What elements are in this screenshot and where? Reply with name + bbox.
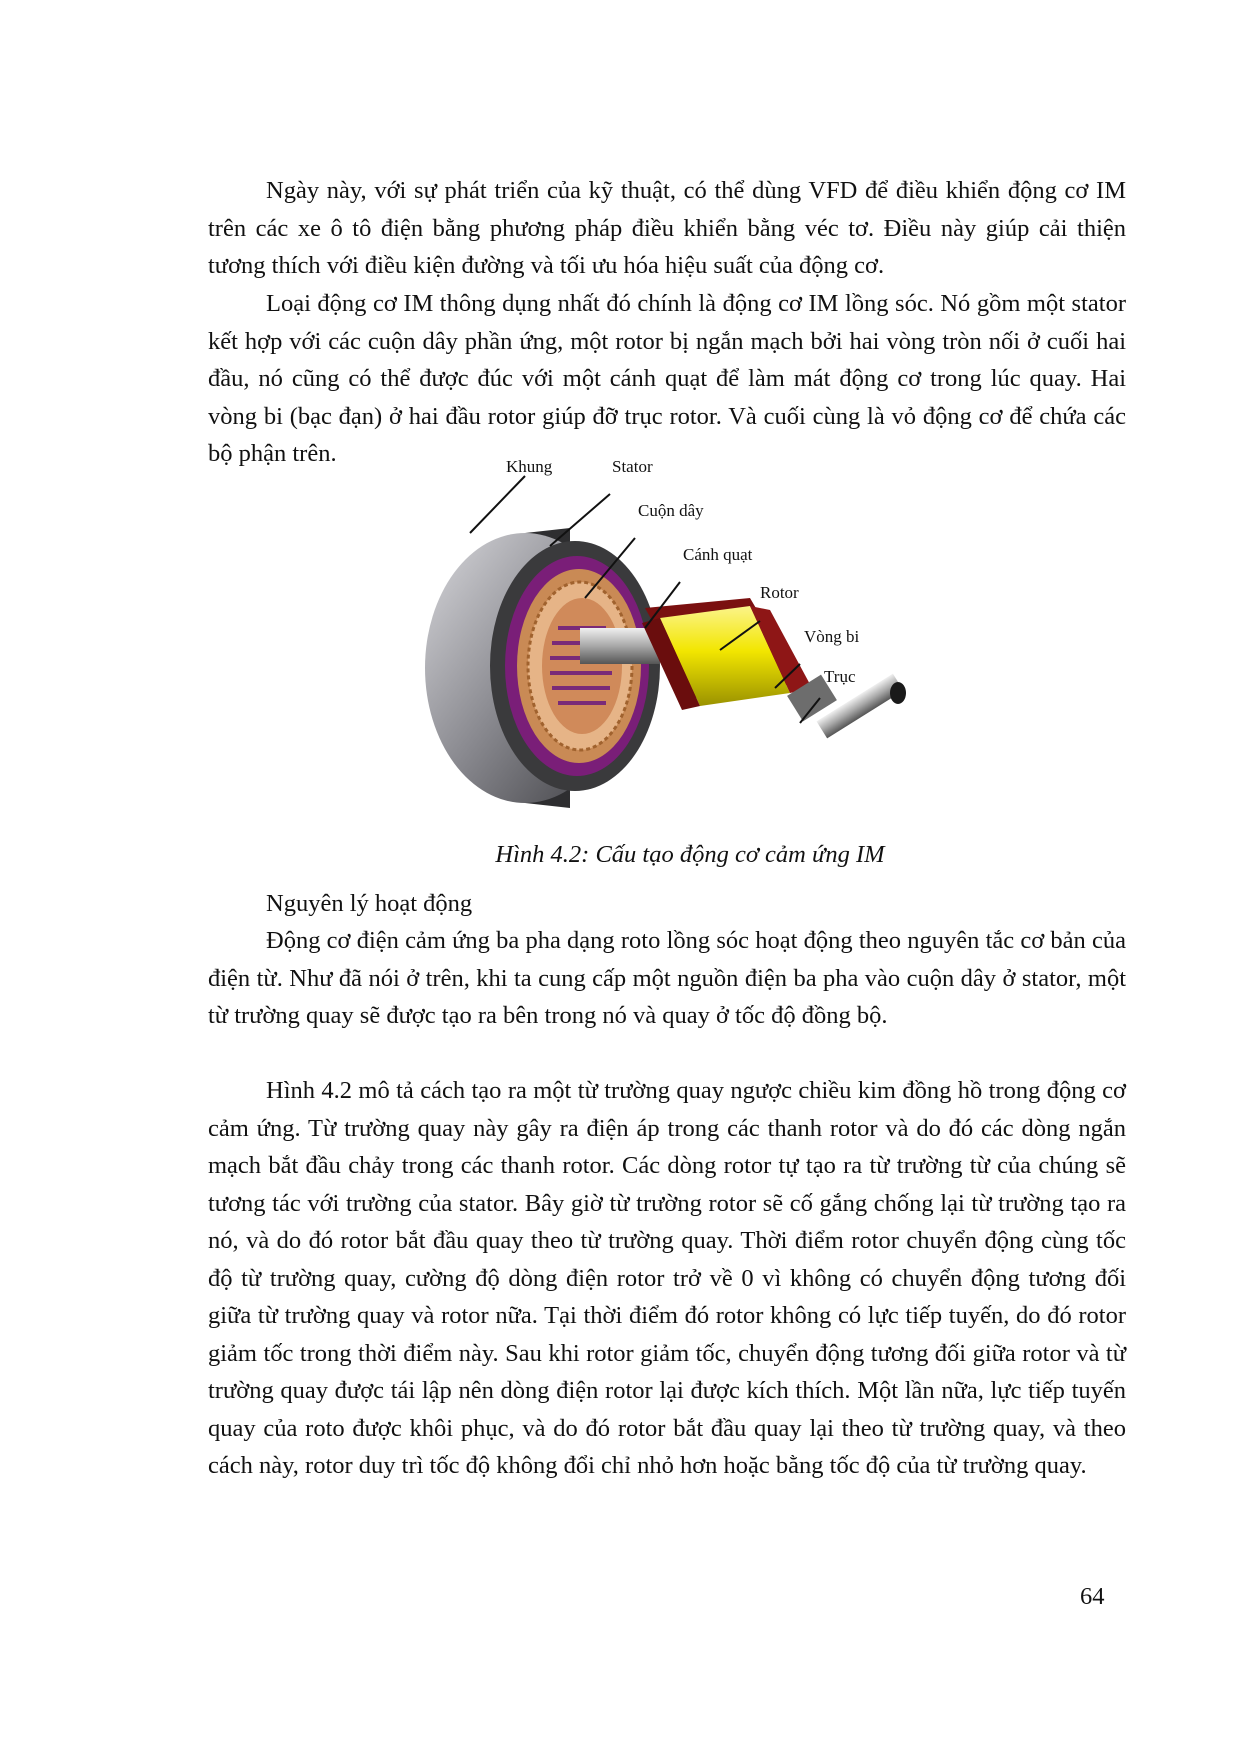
frame-shape [425,528,660,808]
label-frame: Khung [506,457,553,476]
label-bearing: Vòng bi [804,627,860,646]
paragraph-principle: Động cơ điện cảm ứng ba pha dạng roto lồng sóc hoạt động theo nguyên tắc cơ bản của điện từ. Như đã nói ở trên, khi ta cung cấp một nguồn điện ba pha vào cuộn dây ở stator, một từ trường quay sẽ được tạo ra bên trong nó và quay ở tốc độ đồng bộ. [208,927,1126,1029]
paragraph-vfd-control: Ngày này, với sự phát triển của kỹ thuật, có thể dùng VFD để điều khiển động cơ IM trên các xe ô tô điện bằng phương pháp điều khiển bằng véc tơ. Điều này giúp cải thiện tương thích với điều kiện đường và tối ưu hóa hiệu suất của động cơ. [208,177,1126,279]
page-number: 64 [1080,1583,1105,1610]
label-fan: Cánh quạt [683,545,753,564]
label-winding: Cuộn dây [638,501,704,520]
label-rotor: Rotor [760,583,799,602]
motor-figure [420,457,980,818]
induction-motor-illustration [420,457,980,818]
label-shaft: Trục [824,667,856,686]
label-stator: Stator [612,457,653,476]
paragraph-rotating-field: Hình 4.2 mô tả cách tạo ra một từ trường quay ngược chiều kim đồng hồ trong động cơ cảm ứng. Từ trường quay này gây ra điện áp trong các thanh rotor và do đó các dòng ngắn mạch bắt đầu chảy trong các thanh rotor. Các dòng rotor tự tạo ra từ trường từ của chúng sẽ tương tác với trường của stator. Bây giờ từ trường rotor sẽ cố gắng chống lại từ trường tạo ra nó, và do đó rotor bắt đầu quay theo từ trường quay. Thời điểm rotor chuyển động cùng tốc độ từ trường quay, cường độ dòng điện rotor trở về 0 vì không có chuyển động tương đối giữa từ trường quay và rotor nữa. Tại thời điểm đó rotor không có lực tiếp tuyến, do đó rotor giảm tốc trong thời điểm này. Sau khi rotor giảm tốc, chuyển động tương đối giữa rotor và từ trường quay được tái lập nên dòng điện rotor lại được kích thích. Một lần nữa, lực tiếp tuyến quay của roto được khôi phục, và do đó rotor bắt đầu quay lại theo từ trường quay, và theo cách này, rotor duy trì tốc độ không đổi chỉ nhỏ hơn hoặc bằng tốc độ của từ trường quay. [208,1077,1126,1479]
paragraph-squirrel-cage: Loại động cơ IM thông dụng nhất đó chính là động cơ IM lồng sóc. Nó gồm một stator kết hợp với các cuộn dây phần ứng, một rotor bị ngắn mạch bởi hai vòng tròn nối ở cuối hai đầu, nó cũng có thể được đúc với một cánh quạt để làm mát động cơ trong lúc quay. Hai vòng bi (bạc đạn) ở hai đầu rotor giúp đỡ trục rotor. Và cuối cùng là vỏ động cơ để chứa các bộ phận trên. [208,290,1126,467]
section-heading: Nguyên lý hoạt động [266,890,473,917]
figure-caption: Hình 4.2: Cấu tạo động cơ cảm ứng IM [495,841,885,868]
